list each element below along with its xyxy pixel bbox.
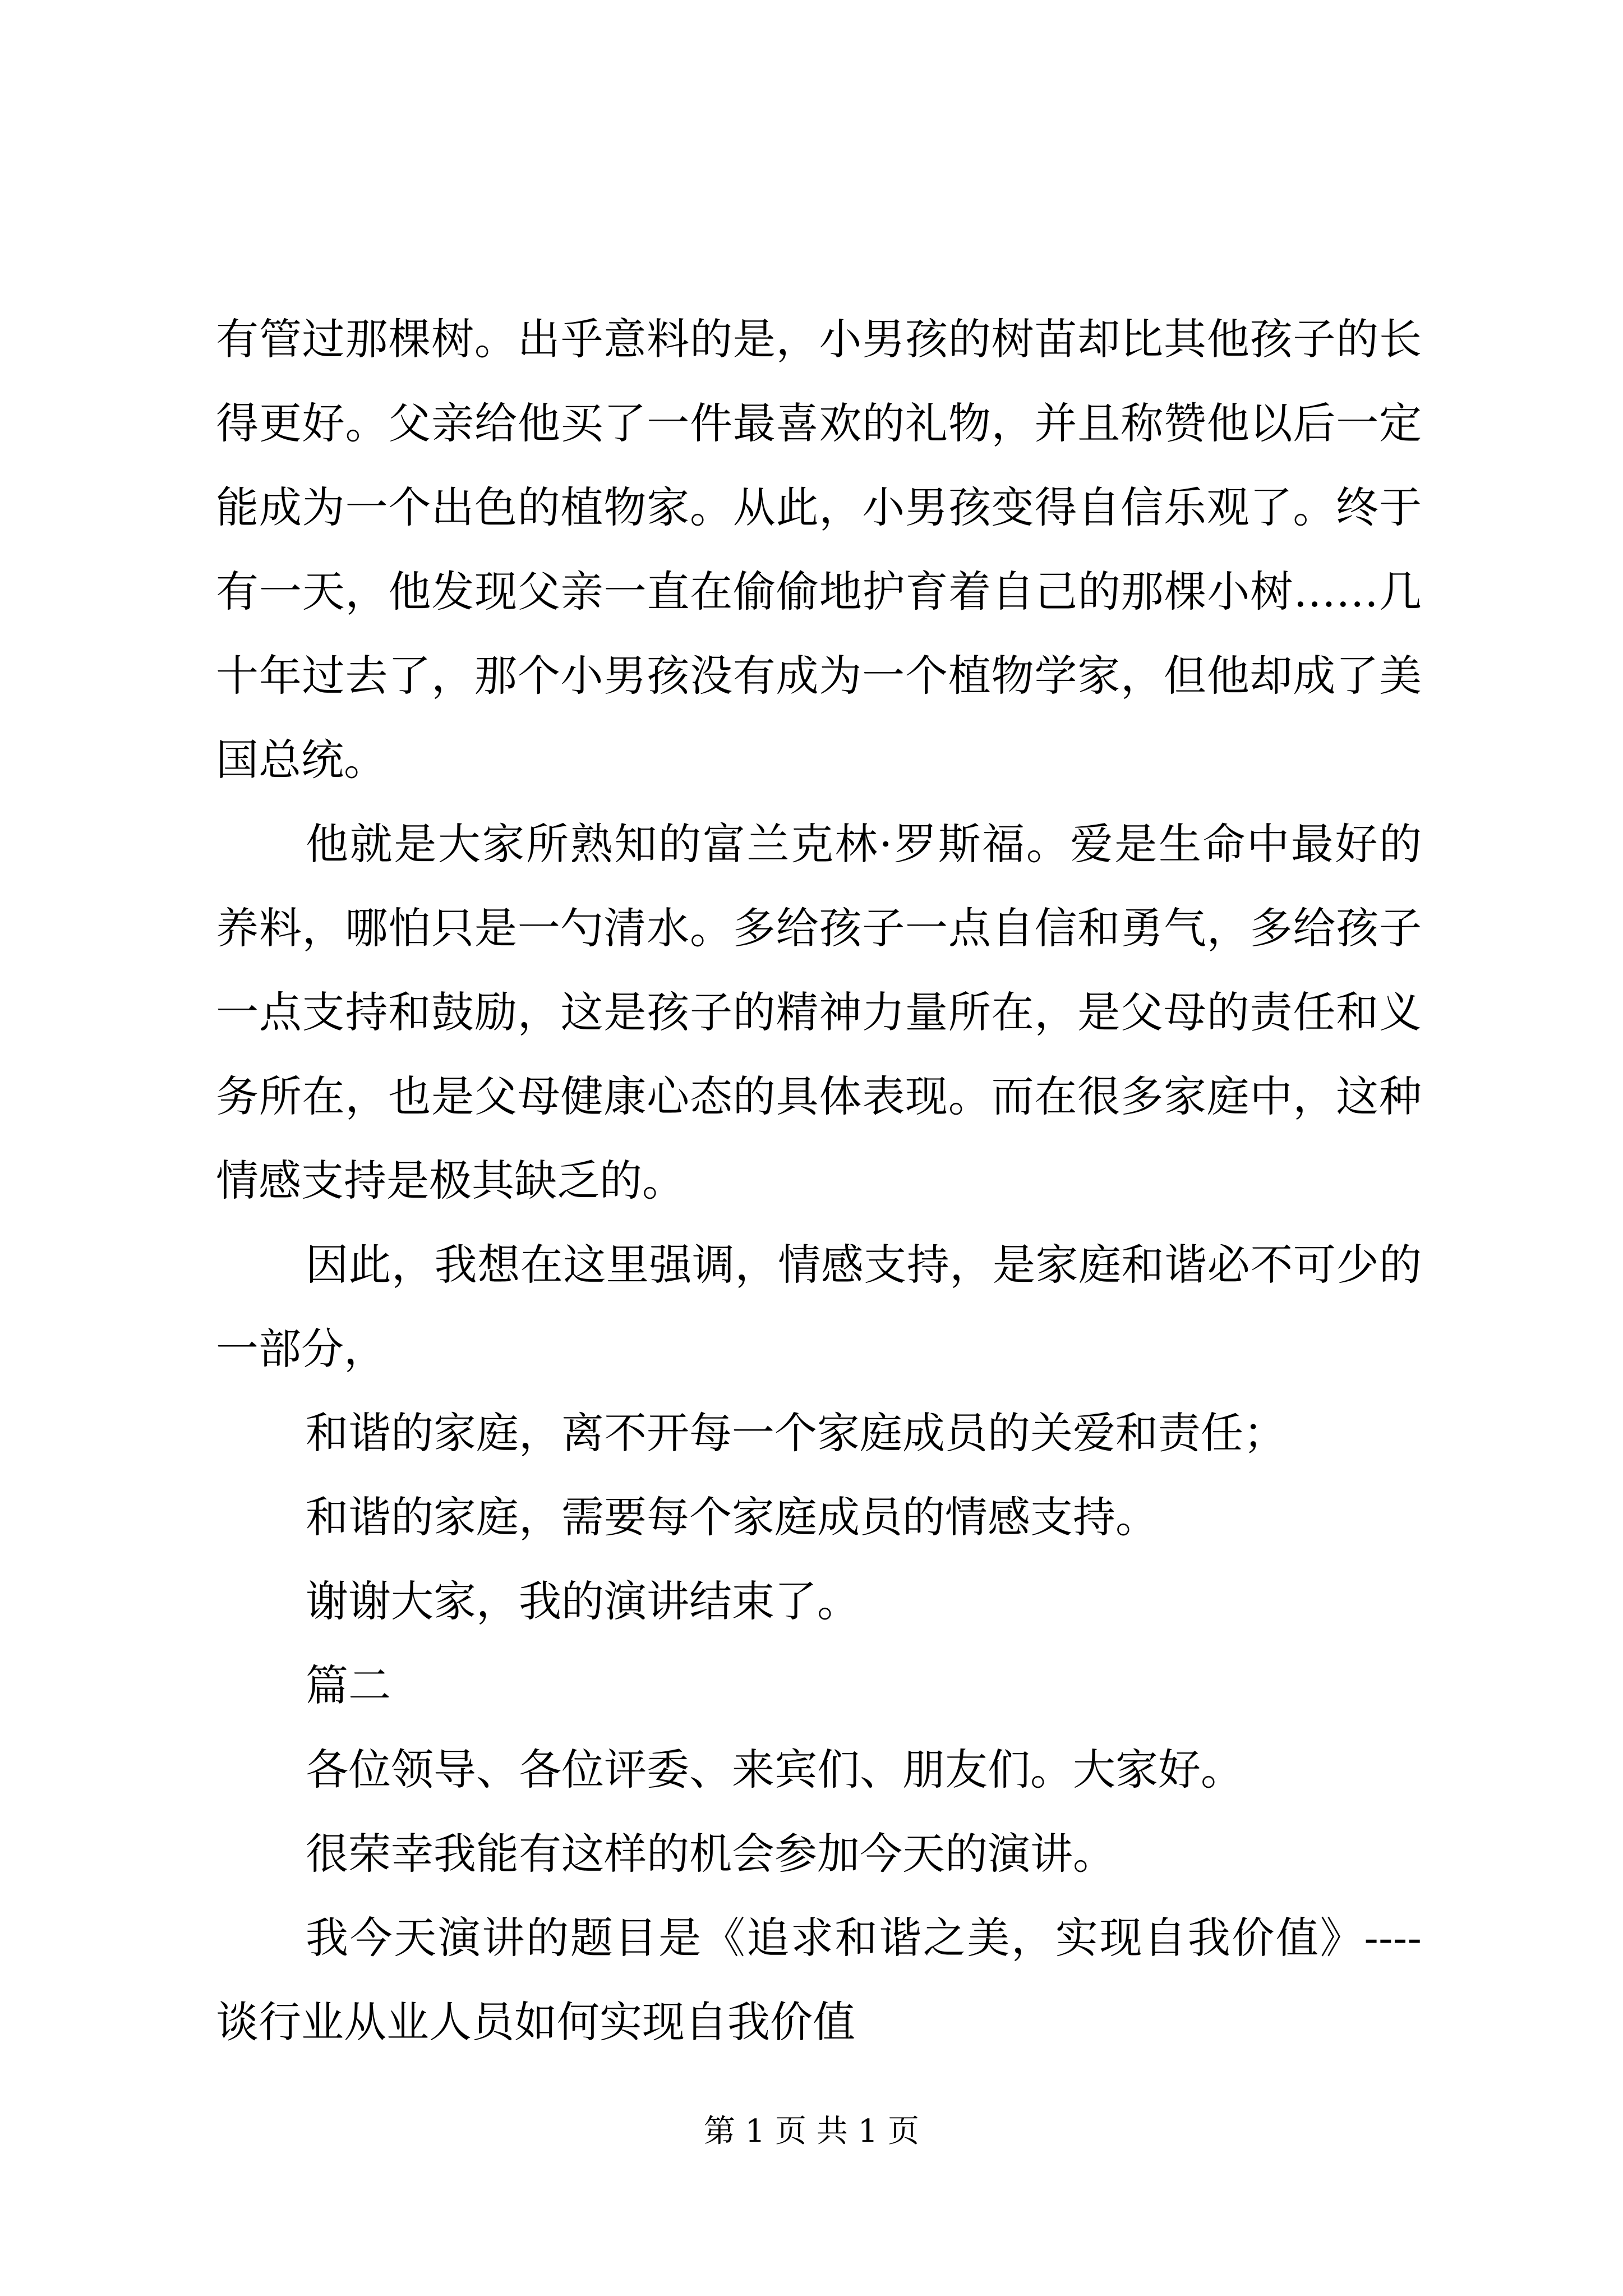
paragraph bbox=[216, 802, 1422, 1223]
text-line: 一部分， bbox=[216, 1324, 386, 1374]
text-line: 各位领导、各位评委、来宾们、朋友们。大家好。 bbox=[306, 1745, 1243, 1795]
page-footer: 第 1 页 共 1 页 bbox=[703, 2113, 920, 2150]
paragraph bbox=[216, 1391, 1422, 1475]
paragraph bbox=[216, 1644, 1422, 1728]
document-body bbox=[216, 297, 1422, 2064]
paragraph bbox=[216, 1475, 1422, 1559]
text-line: 他就是大家所熟知的富兰克林·罗斯福。爱是生命中最好的 bbox=[306, 819, 1422, 869]
text-line: 十年过去了，那个小男孩没有成为一个植物学家，但他却成了美 bbox=[216, 651, 1422, 701]
text-line: 国总统。 bbox=[216, 735, 386, 785]
paragraph bbox=[216, 1812, 1422, 1896]
text-line: 篇二 bbox=[306, 1660, 391, 1710]
paragraph bbox=[216, 1559, 1422, 1644]
text-line: 有管过那棵树。出乎意料的是，小男孩的树苗却比其他孩子的长 bbox=[216, 314, 1422, 364]
paragraph bbox=[216, 1223, 1422, 1391]
text-line: 养料，哪怕只是一勺清水。多给孩子一点自信和勇气，多给孩子 bbox=[216, 903, 1422, 953]
text-line: 得更好。父亲给他买了一件最喜欢的礼物，并且称赞他以后一定 bbox=[216, 398, 1422, 448]
text-line: 谈行业从业人员如何实现自我价值 bbox=[216, 1997, 855, 2047]
text-line: 情感支持是极其缺乏的。 bbox=[216, 1156, 685, 1205]
paragraph bbox=[216, 297, 1422, 802]
text-line: 和谐的家庭，离不开每一个家庭成员的关爱和责任； bbox=[306, 1408, 1286, 1458]
text-line: 务所在，也是父母健康心态的具体表现。而在很多家庭中，这种 bbox=[216, 1071, 1422, 1121]
text-line: 因此，我想在这里强调，情感支持，是家庭和谐必不可少的 bbox=[306, 1240, 1422, 1290]
text-line: 有一天，他发现父亲一直在偷偷地护育着自己的那棵小树……几 bbox=[216, 567, 1422, 616]
text-line: 很荣幸我能有这样的机会参加今天的演讲。 bbox=[306, 1829, 1115, 1879]
text-line: 一点支持和鼓励，这是孩子的精神力量所在，是父母的责任和义 bbox=[216, 987, 1422, 1037]
text-line: 谢谢大家，我的演讲结束了。 bbox=[306, 1576, 860, 1626]
text-line: 能成为一个出色的植物家。从此，小男孩变得自信乐观了。终于 bbox=[216, 482, 1422, 532]
text-line: 和谐的家庭，需要每个家庭成员的情感支持。 bbox=[306, 1492, 1158, 1542]
paragraph bbox=[216, 1896, 1422, 2064]
paragraph bbox=[216, 1728, 1422, 1812]
text-line: 我今天演讲的题目是《追求和谐之美，实现自我价值》---- bbox=[306, 1913, 1422, 1963]
